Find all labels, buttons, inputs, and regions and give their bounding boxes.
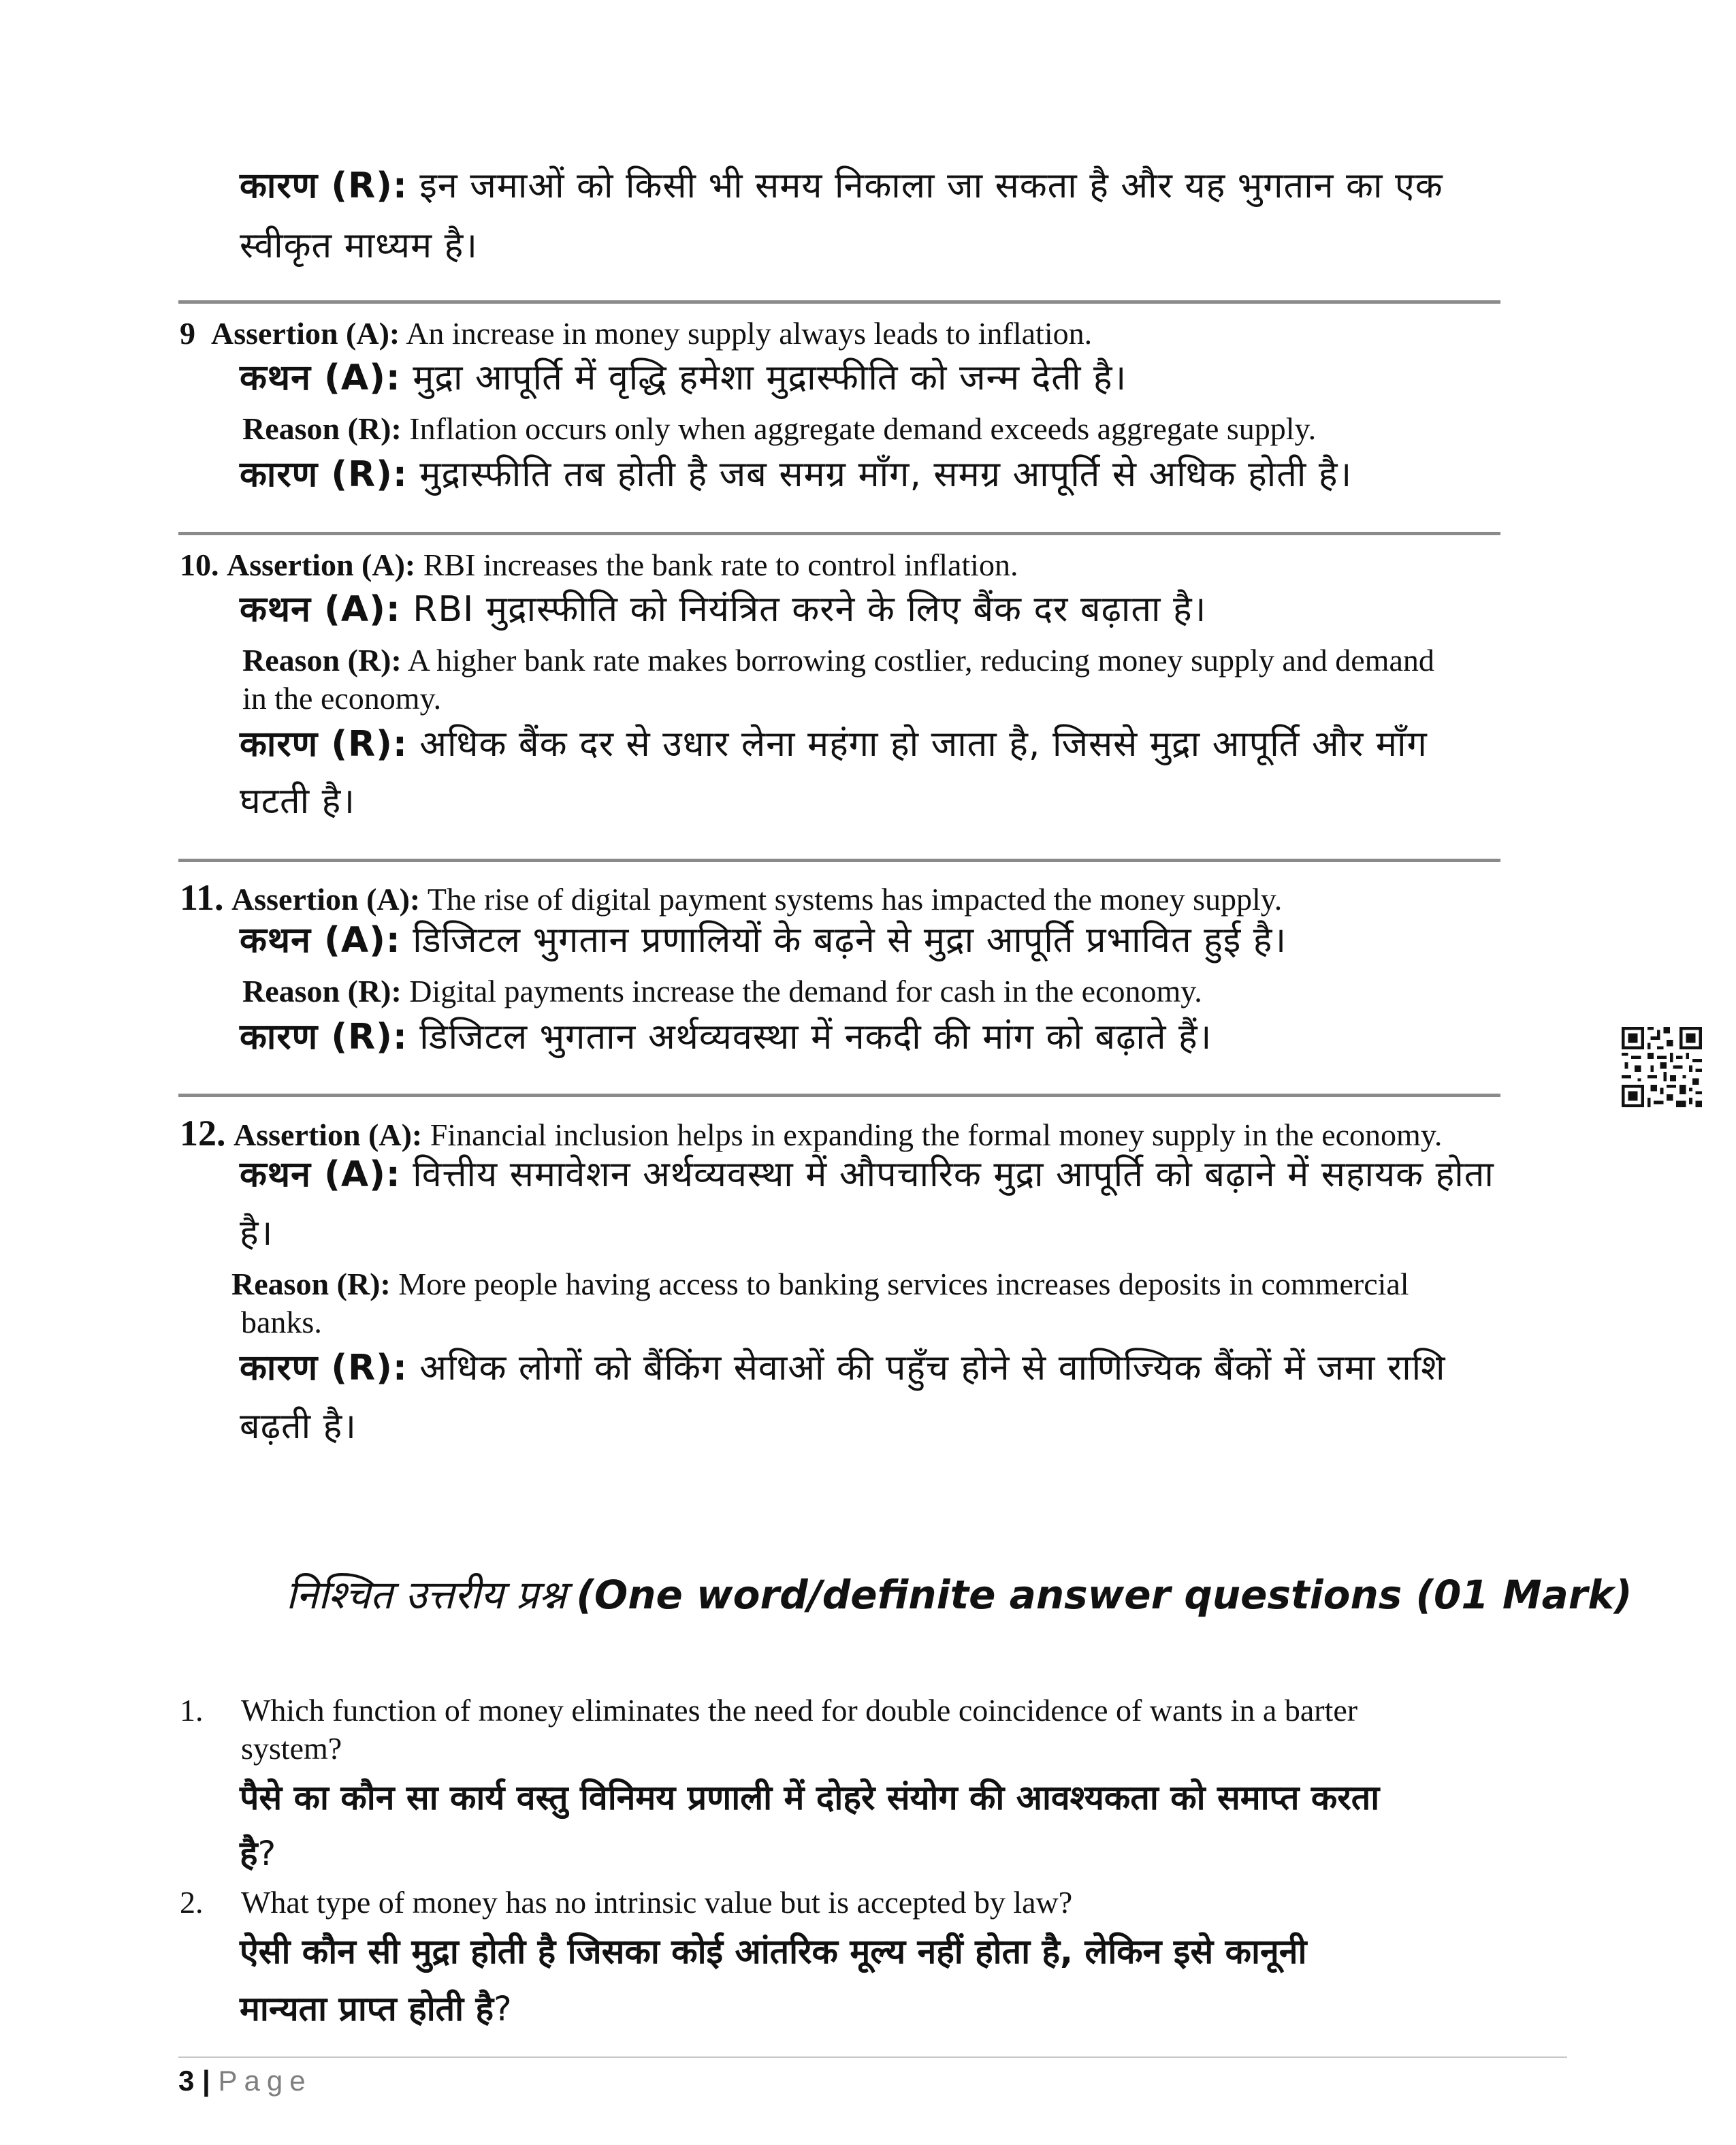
separator [178,300,1500,304]
section-title: निश्चित उत्तरीय प्रश्न (One word/definite answer questions (01 Mark) [286,1572,1633,1618]
q10-reason-en-line2: in the economy. [242,681,442,716]
oq2-number: 2. [180,1885,204,1920]
q10-assertion-hi: कथन (A): RBI मुद्रास्फीति को नियंत्रित करने के लिए बैंक दर बढ़ाता है। [240,589,1207,630]
separator [178,859,1500,862]
oq2-question-hi-line1: ऐसी कौन सी मुद्रा होती है जिसका कोई आंतरिक मूल्य नहीं होता है, लेकिन इसे कानूनी [240,1932,1307,1971]
oq1-number: 1. [180,1693,204,1728]
q11-reason-en: Reason (R): Digital payments increase the demand for cash in the economy. [242,974,1202,1008]
q9-reason-en: Reason (R): Inflation occurs only when aggregate demand exceeds aggregate supply. [242,411,1317,446]
q10-reason-en-line1: Reason (R): A higher bank rate makes borrowing costlier, reducing money supply and demand [242,643,1434,678]
q9-reason-hi: कारण (R): मुद्रास्फीति तब होती है जब समग्र माँग, समग्र आपूर्ति से अधिक होती है। [240,454,1353,495]
q12-reason-hi-line2: बढ़ती है। [240,1406,357,1447]
oq1-question-en-line2: system? [241,1731,342,1766]
q12-assertion-hi-line1: कथन (A): वित्तीय समावेशन अर्थव्यवस्था में औपचारिक मुद्रा आपूर्ति को बढ़ाने में सहायक होता [240,1154,1494,1195]
q12-assertion-hi-line2: है। [240,1213,274,1254]
prev-reason-hindi-line1: कारण (R): इन जमाओं को किसी भी समय निकाला जा सकता है और यह भुगतान का एक [240,165,1443,206]
q10-reason-hi-line2: घटती है। [240,781,355,822]
q12-reason-hi-line1: कारण (R): अधिक लोगों को बैंकिंग सेवाओं की पहुँच होने से वाणिज्यिक बैंकों में जमा राशि [240,1348,1446,1388]
q10-reason-hi-line1: कारण (R): अधिक बैंक दर से उधार लेना महंगा हो जाता है, जिससे मुद्रा आपूर्ति और माँग [240,724,1428,765]
oq1-question-hi-line1: पैसे का कौन सा कार्य वस्तु विनिमय प्रणाली में दोहरे संयोग की आवश्यकता को समाप्त करता [240,1778,1380,1817]
footer-divider [178,2056,1567,2058]
page-footer: 3 | Page [178,2065,312,2097]
q11-assertion-hi: कथन (A): डिजिटल भुगतान प्रणालियों के बढ़ने से मुद्रा आपूर्ति प्रभावित हुई है। [240,920,1287,961]
q12-assertion-en: 12. Assertion (A): Financial inclusion helps in expanding the formal money supply in the economy. [180,1113,1443,1154]
q12-reason-en-line1: Reason (R): More people having access to banking services increases deposits in commercial [231,1267,1409,1301]
q10-assertion-en: 10. Assertion (A): RBI increases the bank rate to control inflation. [180,547,1018,582]
separator [178,1094,1500,1097]
prev-reason-hindi-line2: स्वीकृत माध्यम है। [240,225,478,266]
oq2-question-hi-line2: मान्यता प्राप्त होती है? [240,1989,512,2029]
oq1-question-en-line1: Which function of money eliminates the need for double coincidence of wants in a barter [241,1693,1358,1728]
q11-reason-hi: कारण (R): डिजिटल भुगतान अर्थव्यवस्था में नकदी की मांग को बढ़ाते हैं। [240,1017,1212,1058]
q9-assertion-en: 9 Assertion (A): An increase in money supply always leads to inflation. [180,316,1093,351]
q11-assertion-en: 11. Assertion (A): The rise of digital payment systems has impacted the money supply. [180,877,1283,918]
oq2-question-en-line1: What type of money has no intrinsic value but is accepted by law? [241,1885,1073,1920]
separator [178,532,1500,535]
q12-reason-en-line2: banks. [241,1305,322,1339]
oq1-question-hi-line2: है? [240,1834,276,1873]
qr-code-icon [1622,1027,1702,1107]
q9-assertion-hi: कथन (A): मुद्रा आपूर्ति में वृद्धि हमेशा मुद्रास्फीति को जन्म देती है। [240,358,1127,398]
